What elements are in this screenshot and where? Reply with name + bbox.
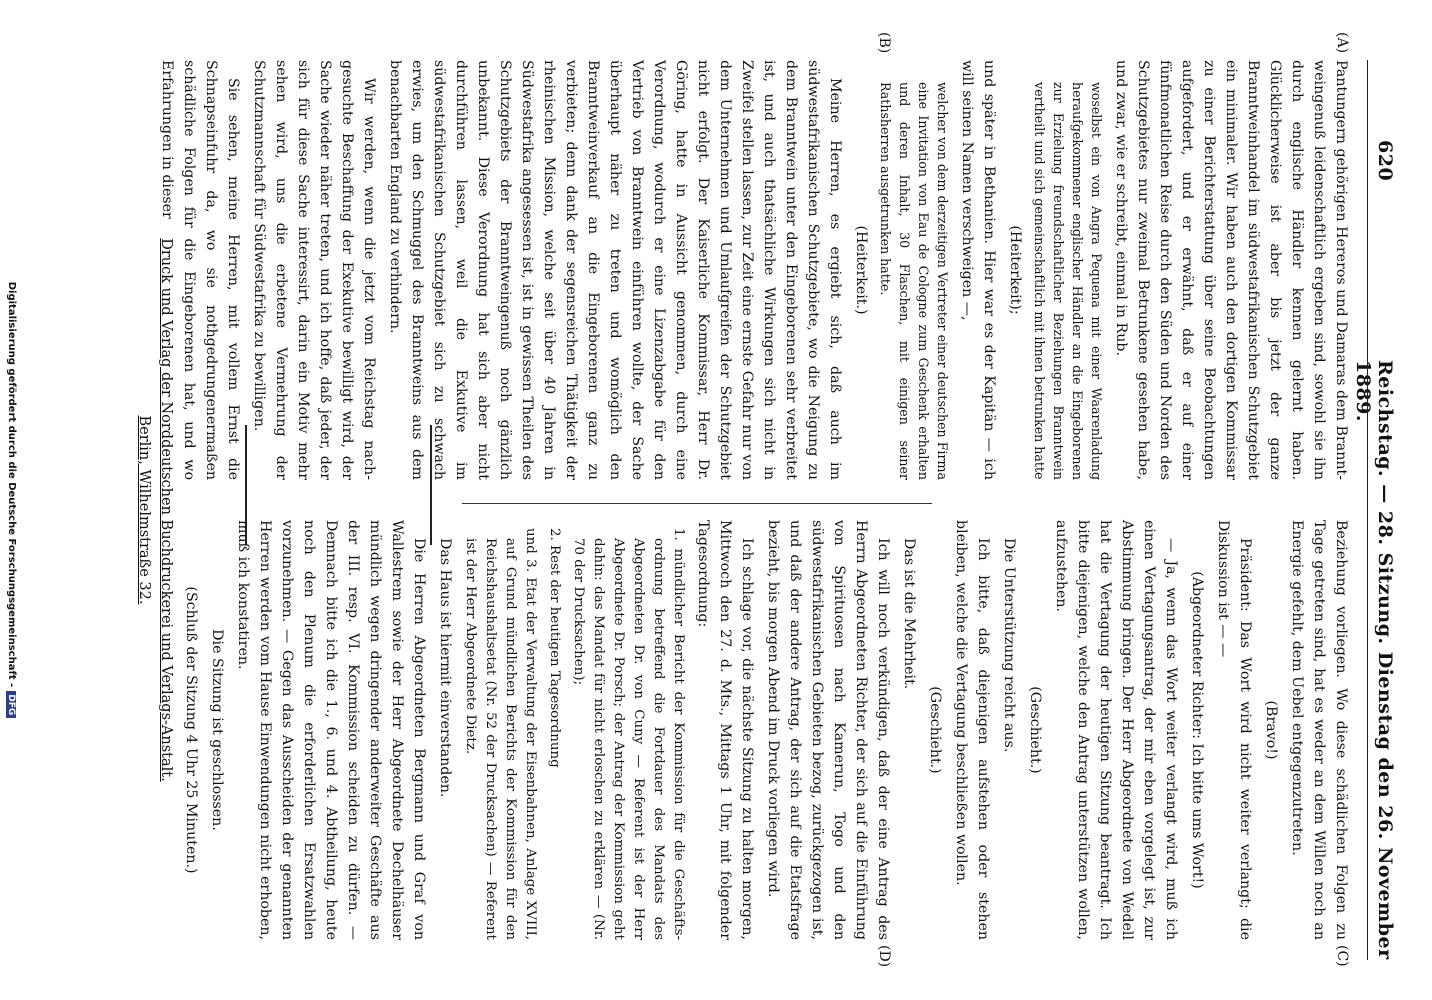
interjection: (Abgeordneter Richter: Ich bitte ums Wort!): [1189, 571, 1205, 889]
paragraph: Die Unterstützung reicht aus.: [1001, 538, 1017, 753]
margin-letter-d: (D): [876, 945, 892, 968]
paragraph: Präsident: Das Wort wird nicht weiter verlangt; die Diskussion ist — —: [1215, 520, 1253, 940]
paragraph: Meine Herren, es ergiebt sich, daß auch im südwestafrikanischen Schutzgebiete, wo die Neigung zu dem Branntwein unter den Eingeborenen sehr verbreitet ist, und auch thatsächliche Wirkungen sich nicht in Zweifel stellen lassen, zur Zeit eine ernste Gefahr nur von dem Unternehmen und Umlaufgreifen der Schutzgebiet nicht erfolgt. Der Kaiserliche Kommissar, Herr Dr. Göring, hatte in Aussicht genommen, durch eine Verordnung, wodurch er eine Lizenzabgabe für den Vertrieb von Branntwein einführen wollte, der Sache überhaupt näher zu treten und womöglich den Branntweinverkauf an die Eingeborenen ganz zu verbieten; denn dank der segensreichen Thätigkeit der rheinischen Mission, welche seit über 40 Jahren in Südwestafrika angesessen ist, ist in gewissen Theilen des Schutzgebiets der Branntweingenuß noch gänzlich unbekannt. Diese Verordnung hat sich aber nicht durchführen lassen, weil die Exkutive im südwestafrikanischen Schutzgebiet sich zu schwach erwies, um den Schmuggel des Branntweins aus dem benachbarten England zu verhindern.: [387, 60, 843, 480]
paragraph: Wir werden, wenn die jetzt vom Reichstag nachgesuchte Beschaffung der Exekutive bewilligt wird, der Sache wieder näher treten, und ich hoffe, daß jeder, der sich für diese Sache interessirt, darin ein Motiv mehr sehen wird, uns die erbetene Vermehrung der Schutzmannschaft für Südwestafrika zu bewilligen.: [251, 60, 377, 480]
left-column: [152, 60, 1352, 480]
interjection: (Heiterkeit);: [1007, 225, 1023, 315]
agenda-item: 2. Rest der heutigen Tagesordnung: [547, 528, 562, 768]
paragraph: Das ist die Mehrheit.: [901, 538, 917, 690]
page-title: Reichstag. — 28. Sitzung. Dienstag den 26. November 1889.: [1352, 360, 1396, 960]
closing-statement: Die Sitzung ist geschlossen.: [209, 629, 225, 831]
interjection: (Bravo!): [1263, 700, 1279, 760]
interjection: (Geschieht.): [1027, 686, 1043, 774]
paragraph: Das Haus ist hiermit einverstanden.: [437, 538, 453, 798]
margin-letter-c: (C): [1334, 945, 1350, 967]
paragraph: Ich schlage vor, die nächste Sitzung zu halten morgen, Mittwoch den 27. d. Mts., Mittags 1 Uhr, mit folgender Tagesordnung:: [695, 520, 755, 940]
page-header: [1352, 60, 1396, 960]
paragraph: und später in Bethanien. Hier war es der Kapitän — ich will seinen Namen verschweigen —,: [959, 60, 997, 480]
right-column: [176, 520, 1352, 940]
imprint-line: Druck und Verlag der Norddeutschen Buchdruckerei und Verlags-Anstalt.: [158, 238, 174, 782]
paragraph: Ich will noch verkündigen, daß der eine Antrag des Herrn Abgeordneten Richter, der sich auf die Einführung von Spirituosen nach Kamerun, Togo und den südwestafrikanischen Gebieten bezog, zurückgezogen ist, und daß der andere Antrag, der sich auf die Etatsfrage bezieht, bis morgen Abend im Druck vorliegen wird.: [765, 520, 891, 940]
margin-letter-b: (B): [876, 32, 892, 54]
section-end-rule: [245, 425, 247, 545]
interjection: (Geschieht.): [927, 686, 943, 774]
header-rule: [1367, 60, 1368, 960]
paragraph: — Ja, wenn das Wort weiter verlangt wird, muß ich einen Vertagungsantrag, der mir eben vorgelegt ist, zur Abstimmung bringen. Der Herr Abgeordnete von Wedell hat die Vertagung der heutigen Sitzung beantragt. Ich bitte diejenigen, welche den Antrag unterstützen wollen, aufzustehen.: [1053, 520, 1179, 940]
dfg-logo: DFG: [6, 691, 16, 718]
paragraph: Sie sehen, meine Herren, mit vollem Ernst die Schnapseinfuhr da, wo sie nothgedrungenermaßen schädliche Folgen für die Eingeborenen hat, und wo Erfahrungen in dieser: [159, 60, 241, 480]
paragraph: Die Herren Abgeordneten Bergmann und Graf von Wallestrem sowie der Herr Abgeordnete Dechelhäuser mündlich wegen dringender anderweiter Geschäfte aus der III. resp. VI. Kommission scheiden zu dürfen. — Demnach bitte ich die 1., 6. und 4. Abtheilung, heute noch den Plenum die erforderlichen Ersatzwahlen vorzunehmen. — Gegen das Ausscheiden der genannten Herren werden vom Hause Einwendungen nicht erhoben, muß ich konstatiren.: [235, 520, 427, 940]
margin-letter-a: (A): [1334, 32, 1350, 54]
digitization-footer: [6, 0, 17, 1000]
digitization-text: Digitalisierung gefördert durch die Deutsche Forschungsgemeinschaft -: [6, 281, 17, 688]
paragraph: Ich bitte, daß diejenigen aufstehen oder stehen bleiben, welche die Vertagung beschließen wollen.: [953, 520, 991, 940]
paragraph: Beziehung vorliegen. Wo diese schädlichen Folgen zu Tage getreten sind, hat es weder an dem Willen noch an Energie gefehlt, dem Uebel entgegenzutreten.: [1289, 520, 1349, 940]
quote: welcher von dem derzeitigen Vertreter einer deutschen Firma eine Invitation von Eau de Cologne zum Geschenk erhalten und deren Inhalt, 30 Flaschen, mit einigen seiner Rathsherren ausgetrunken hatte.: [878, 82, 950, 480]
agenda-item: und 3. Etat der Verwaltung der Eisenbahnen, Anlage XVIII, auf Grund mündlichen Berichts der Kommission für den Reichshaushaltsetat (Nr. 52 der Drucksachen) — Referent ist der Herr Abgeordnete Dietz.: [463, 528, 538, 940]
closing-time: (Schluß der Sitzung 4 Uhr 25 Minuten.): [183, 586, 199, 874]
imprint: [133, 100, 177, 920]
quote: woselbst ein von Angra Pequena mit einer Waarenladung heraufgekommener englischer Händler an die Eingeborenen zur Erzielung freundschaftlicher Beziehungen Branntwein vertheilt und sich gemeinschaftlich mit ihnen betrunken hatte: [1032, 82, 1104, 480]
imprint-line: Berlin, Wilhelmstraße 32.: [136, 415, 152, 605]
interjection: (Heiterkeit.): [853, 225, 869, 315]
section-end-rule: [430, 425, 432, 545]
agenda-item: 1. mündlicher Bericht der Kommission für die Geschäftsordnung betreffend die Fortdauer des Mandats des Abgeordneten Dr. von Cuny — Referent ist der Herr Abgeordnete Dr. Porsch; der Antrag der Kommission geht dahin: das Mandat für nicht erloschen zu erklären — (Nr. 70 der Drucksachen);: [571, 528, 686, 940]
paragraph: Pantungern gehörigen Hereros und Damaras dem Branntweingenuß leidenschaftlich ergeben sind, sowohl sie ihn durch englische Händler kennen gelernt haben. Glücklicherweise ist aber bis jetzt der ganze Branntweinhandel im südwestafrikanischen Schutzgebiet ein minimaler. Wir haben auch den dortigen Kommissar zu einer Berichterstattung über seine Beobachtungen aufgefordert, und er erwähnt, daß er auf einer fünfmonatlichen Reise durch den Süden und Norden des Schutzgebietes nur zweimal Betrunkene gesehen habe, und zwar, wie er schreibt, einmal in Rub.: [1113, 60, 1349, 480]
page-number: 620: [1374, 140, 1396, 182]
column-separator: [462, 503, 932, 504]
